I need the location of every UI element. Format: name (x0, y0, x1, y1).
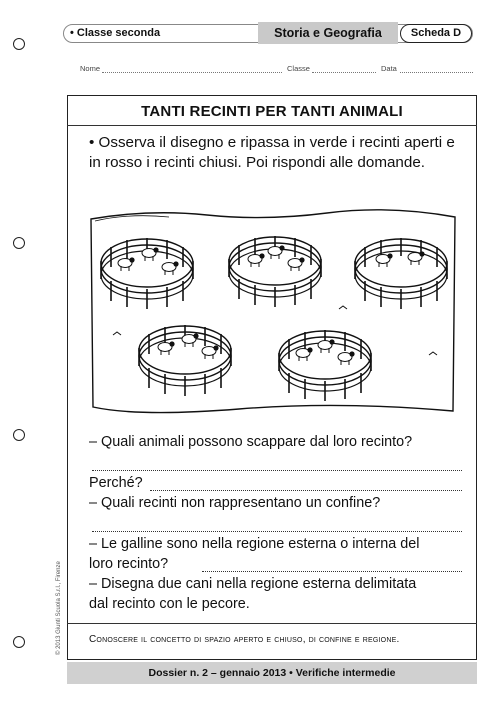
question-1: – Quali animali possono scappare dal loro recinto? (89, 434, 413, 450)
subject-label: Storia e Geografia (258, 22, 398, 44)
binder-hole (13, 237, 25, 249)
title-divider (67, 125, 477, 126)
name-field-line[interactable] (102, 72, 282, 73)
farm-pens-illustration (89, 205, 457, 415)
learning-goal: Conoscere il concetto di spazio aperto e chiuso, di confine e regione. (89, 634, 400, 645)
answer-line-3[interactable] (92, 531, 462, 532)
answer-line-4[interactable] (202, 571, 462, 572)
class-field-label: Classe (287, 64, 310, 73)
goal-divider (67, 623, 477, 624)
question-1-why: Perché? (89, 475, 143, 491)
binder-hole (13, 38, 25, 50)
class-level-label: • Classe seconda (70, 27, 161, 39)
instruction-text: • Osserva il disegno e ripassa in verde i recinti aperti e in rosso i recinti chiusi. Poi rispondi alle domande. (89, 134, 455, 171)
worksheet-title: TANTI RECINTI PER TANTI ANIMALI (141, 103, 403, 120)
binder-hole (13, 429, 25, 441)
answer-line-2[interactable] (150, 490, 462, 491)
footer-text: Dossier n. 2 – gennaio 2013 • Verifiche intermedie (148, 667, 396, 679)
name-field-label: Nome (80, 64, 101, 73)
date-field-label: Data (381, 64, 397, 73)
question-4-line-1: – Disegna due cani nella regione esterna delimitata (89, 576, 417, 592)
question-3-line-2: loro recinto? (89, 556, 169, 572)
copyright-notice: © 2013 Giunti Scuola S.r.l., Firenze (56, 561, 62, 655)
date-field-line[interactable] (400, 72, 473, 73)
binder-hole (13, 636, 25, 648)
class-field-line[interactable] (312, 72, 376, 73)
answer-line-1[interactable] (92, 470, 462, 471)
question-4-line-2: dal recinto con le pecore. (89, 596, 250, 612)
question-3-line-1: – Le galline sono nella regione esterna o interna del (89, 536, 420, 552)
question-2: – Quali recinti non rappresentano un confine? (89, 495, 381, 511)
sheet-badge: Scheda D (400, 24, 472, 43)
